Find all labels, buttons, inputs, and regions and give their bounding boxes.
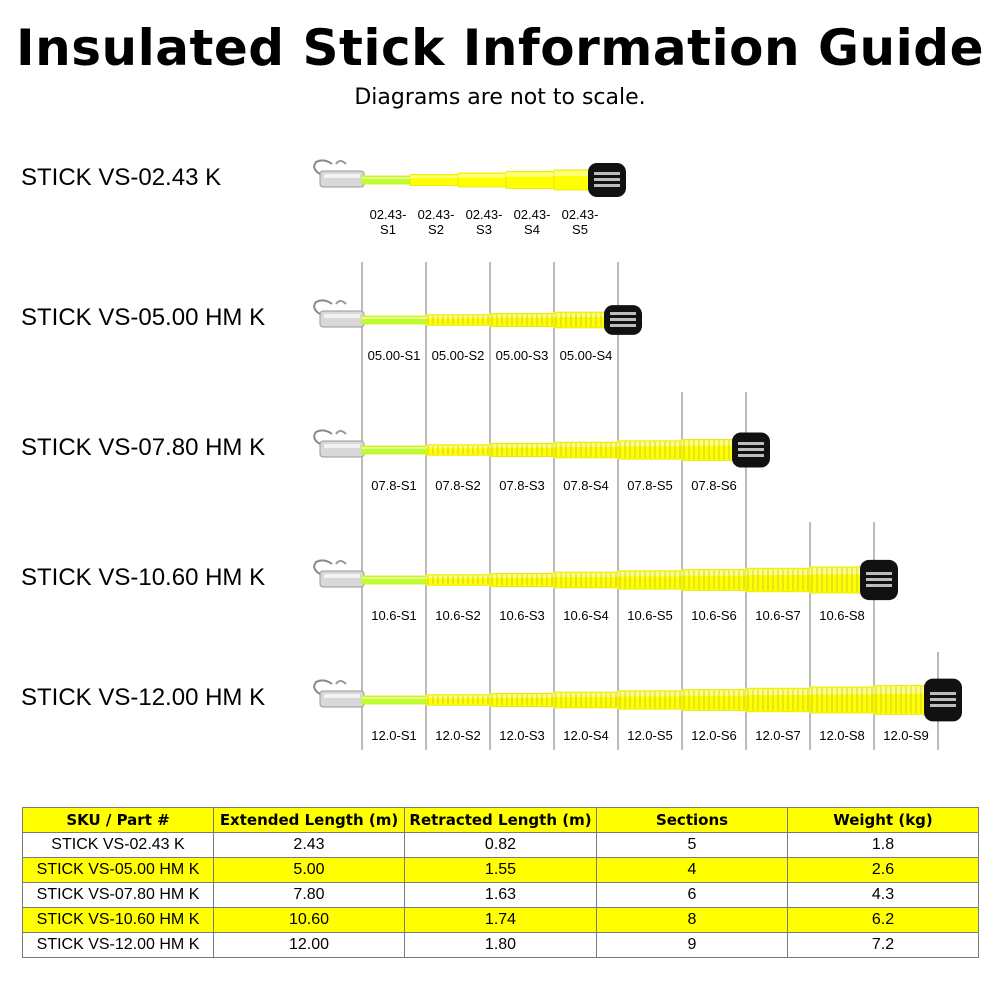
section-label: 12.0-S3: [499, 728, 545, 743]
section-label: 10.6-S5: [627, 608, 673, 623]
section-label: 07.8-S1: [371, 478, 417, 493]
column-header-sections: Sections: [597, 808, 788, 833]
page-subtitle: Diagrams are not to scale.: [354, 85, 646, 110]
cell-sku: STICK VS-07.80 HM K: [23, 883, 214, 908]
cell-sections: 8: [597, 908, 788, 933]
cell-weight: 7.2: [788, 933, 979, 958]
cell-retracted-length: 0.82: [405, 833, 597, 858]
section-label: 10.6-S1: [371, 608, 417, 623]
page-title: Insulated Stick Information Guide: [16, 19, 984, 77]
section-label: 12.0-S1: [371, 728, 417, 743]
section-label: 12.0-S5: [627, 728, 673, 743]
column-header-retracted-length: Retracted Length (m): [405, 808, 597, 833]
cell-weight: 2.6: [788, 858, 979, 883]
cell-retracted-length: 1.80: [405, 933, 597, 958]
section-label: 12.0-S8: [819, 728, 865, 743]
cell-extended-length: 7.80: [214, 883, 405, 908]
section-label: 07.8-S6: [691, 478, 737, 493]
section-label: 05.00-S3: [495, 348, 549, 363]
section-label: 10.6-S6: [691, 608, 737, 623]
section-label: 02.43-: [513, 207, 551, 222]
cell-extended-length: 10.60: [214, 908, 405, 933]
cell-extended-length: 12.00: [214, 933, 405, 958]
cell-sections: 4: [597, 858, 788, 883]
hook-icon: [314, 430, 364, 457]
section-label: S5: [572, 222, 588, 237]
cell-sku: STICK VS-12.00 HM K: [23, 933, 214, 958]
cell-sections: 5: [597, 833, 788, 858]
cell-sections: 9: [597, 933, 788, 958]
hook-icon: [314, 560, 364, 587]
section-label: 10.6-S7: [755, 608, 801, 623]
section-label: 05.00-S4: [559, 348, 613, 363]
section-label: 10.6-S4: [563, 608, 609, 623]
stick-diagram-5: [314, 679, 962, 743]
section-label: 10.6-S2: [435, 608, 481, 623]
section-label: 07.8-S5: [627, 478, 673, 493]
cell-retracted-length: 1.74: [405, 908, 597, 933]
cell-weight: 1.8: [788, 833, 979, 858]
section-label: 07.8-S3: [499, 478, 545, 493]
cell-extended-length: 5.00: [214, 858, 405, 883]
stick-diagram-2: [314, 300, 642, 363]
section-label: 02.43-: [465, 207, 503, 222]
section-label: S1: [380, 222, 396, 237]
hook-icon: [314, 680, 364, 707]
section-label: 12.0-S4: [563, 728, 609, 743]
hook-icon: [314, 300, 364, 327]
grip-cap-icon: [604, 305, 642, 335]
grip-cap-icon: [588, 163, 626, 197]
section-label: 10.6-S8: [819, 608, 865, 623]
stick-label-1: STICK VS-02.43 K: [21, 164, 222, 191]
cell-weight: 4.3: [788, 883, 979, 908]
section-label: 12.0-S6: [691, 728, 737, 743]
section-label: 05.00-S1: [367, 348, 421, 363]
cell-sku: STICK VS-10.60 HM K: [23, 908, 214, 933]
section-label: 02.43-: [369, 207, 407, 222]
cell-retracted-length: 1.55: [405, 858, 597, 883]
cell-sections: 6: [597, 883, 788, 908]
column-header-extended-length: Extended Length (m): [214, 808, 405, 833]
section-label: 07.8-S2: [435, 478, 481, 493]
spec-table: [22, 807, 979, 958]
stick-label-3: STICK VS-07.80 HM K: [21, 434, 266, 461]
stick-diagram-1: [314, 160, 626, 237]
grip-cap-icon: [860, 560, 898, 600]
section-label: 07.8-S4: [563, 478, 609, 493]
section-label: S2: [428, 222, 444, 237]
section-label: 12.0-S2: [435, 728, 481, 743]
section-label: 05.00-S2: [431, 348, 485, 363]
section-label: 02.43-: [561, 207, 599, 222]
grip-cap-icon: [732, 433, 770, 468]
cell-retracted-length: 1.63: [405, 883, 597, 908]
section-label: 12.0-S9: [883, 728, 929, 743]
section-label: 12.0-S7: [755, 728, 801, 743]
cell-sku: STICK VS-02.43 K: [23, 833, 214, 858]
cell-extended-length: 2.43: [214, 833, 405, 858]
section-label: 02.43-: [417, 207, 455, 222]
column-header-sku: SKU / Part #: [23, 808, 214, 833]
table-row: [23, 933, 979, 958]
table-header-row: [23, 808, 979, 833]
stick-label-5: STICK VS-12.00 HM K: [21, 684, 266, 711]
table-row: [23, 858, 979, 883]
stick-label-4: STICK VS-10.60 HM K: [21, 564, 266, 591]
table-row: [23, 833, 979, 858]
section-label: S3: [476, 222, 492, 237]
stick-label-2: STICK VS-05.00 HM K: [21, 304, 266, 331]
column-header-weight: Weight (kg): [788, 808, 979, 833]
stick-diagram-3: [314, 430, 770, 493]
section-label: S4: [524, 222, 540, 237]
cell-sku: STICK VS-05.00 HM K: [23, 858, 214, 883]
table-row: [23, 908, 979, 933]
hook-icon: [314, 160, 364, 187]
cell-weight: 6.2: [788, 908, 979, 933]
section-label: 10.6-S3: [499, 608, 545, 623]
grip-cap-icon: [924, 679, 962, 722]
table-row: [23, 883, 979, 908]
